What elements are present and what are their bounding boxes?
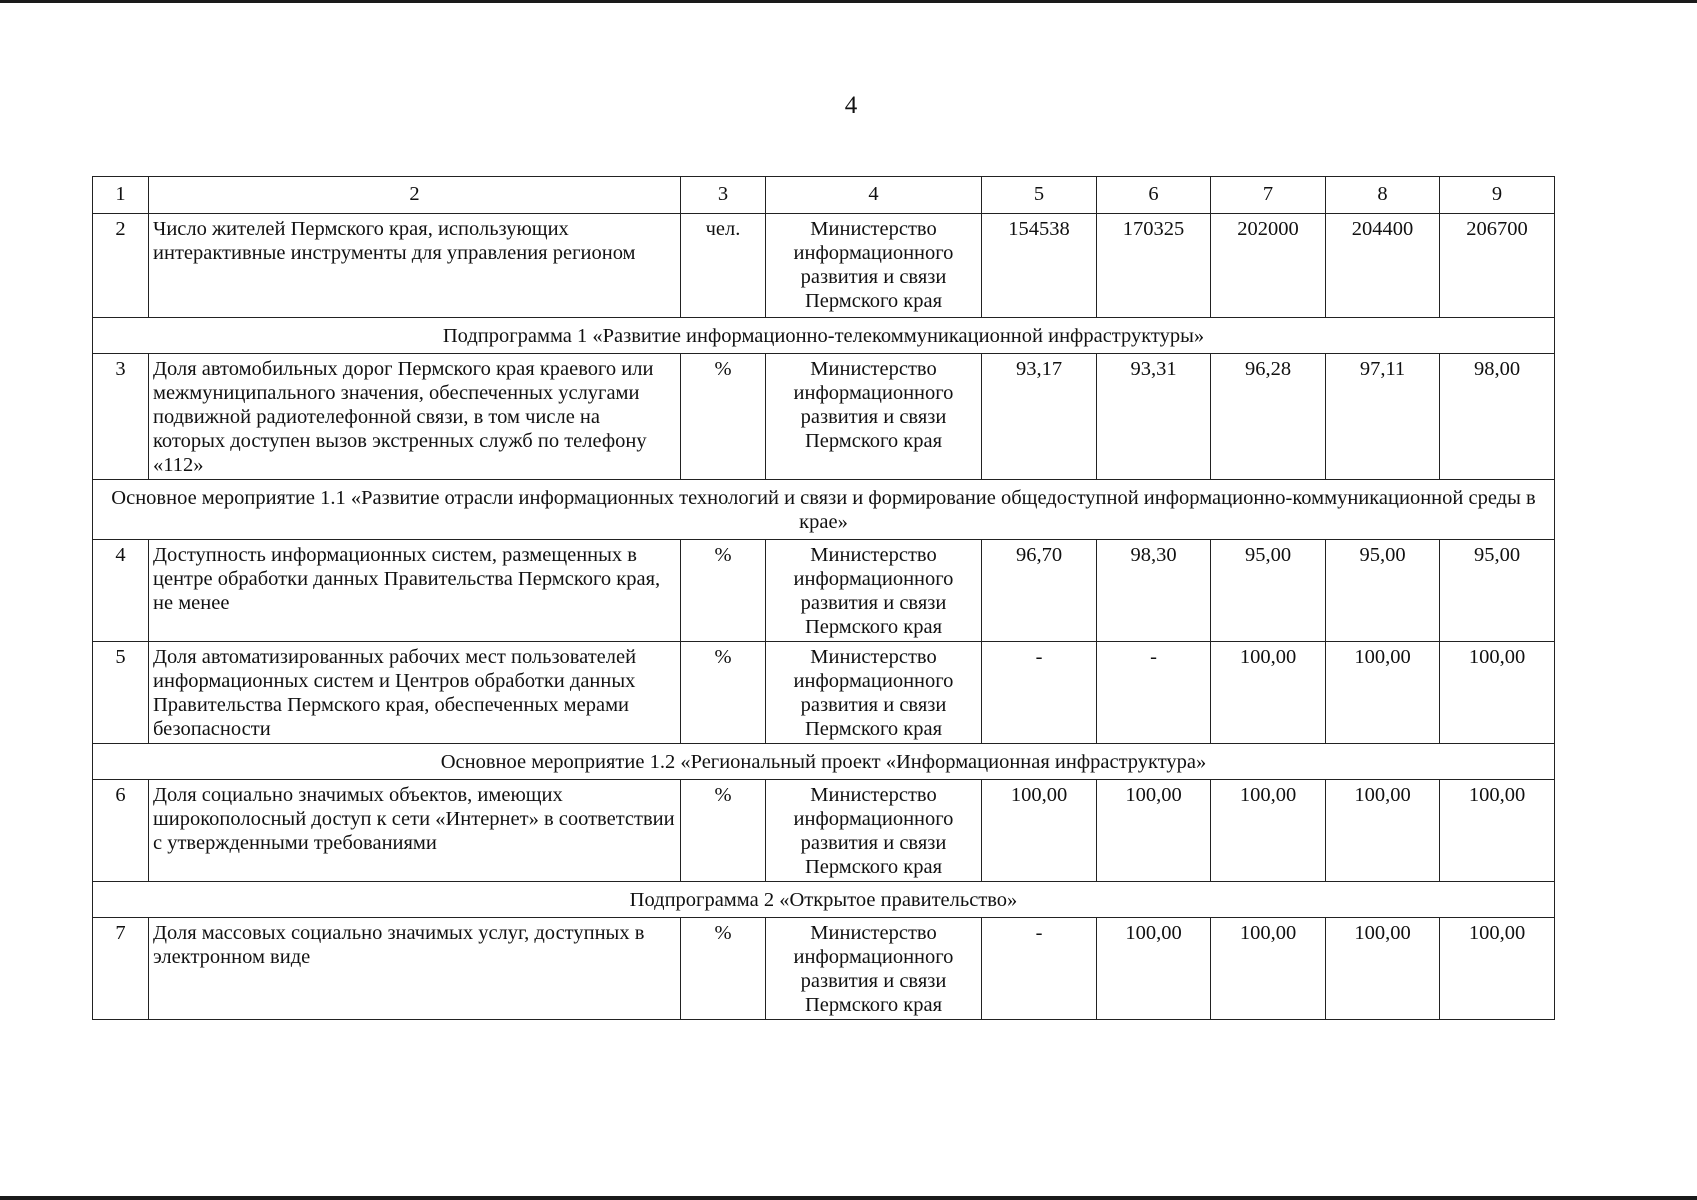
- value-cell: 95,00: [1440, 540, 1555, 642]
- unit-cell: %: [681, 354, 766, 480]
- row-number-cell: 3: [93, 354, 149, 480]
- indicators-table: [92, 176, 1555, 1020]
- row-number-cell: 4: [93, 540, 149, 642]
- header-cell: 3: [681, 177, 766, 214]
- row-number-cell: 7: [93, 918, 149, 1020]
- value-cell: 100,00: [1440, 780, 1555, 882]
- value-cell: -: [1097, 642, 1211, 744]
- row-number-cell: 5: [93, 642, 149, 744]
- value-cell: -: [982, 918, 1097, 1020]
- value-cell: 95,00: [1211, 540, 1326, 642]
- indicator-name-cell: Доля массовых социально значимых услуг, доступных в электронном виде: [149, 918, 681, 1020]
- section-title: Подпрограмма 1 «Развитие информационно-телекоммуникационной инфраструктуры»: [93, 318, 1555, 354]
- value-cell: 100,00: [1440, 642, 1555, 744]
- header-cell: 2: [149, 177, 681, 214]
- responsible-org-cell: Министерство информационного развития и связи Пермского края: [766, 642, 982, 744]
- value-cell: 100,00: [1097, 780, 1211, 882]
- table-row: [93, 354, 1555, 480]
- value-cell: -: [982, 642, 1097, 744]
- header-cell: 8: [1326, 177, 1440, 214]
- value-cell: 96,70: [982, 540, 1097, 642]
- table-row: [93, 642, 1555, 744]
- table-row: [93, 214, 1555, 318]
- unit-cell: %: [681, 642, 766, 744]
- value-cell: 100,00: [1211, 642, 1326, 744]
- value-cell: 100,00: [1326, 918, 1440, 1020]
- scan-edge-top: [0, 0, 1697, 3]
- page-number: 4: [844, 92, 858, 119]
- header-row: [93, 177, 1555, 214]
- value-cell: 97,11: [1326, 354, 1440, 480]
- unit-cell: чел.: [681, 214, 766, 318]
- header-cell: 1: [93, 177, 149, 214]
- value-cell: 206700: [1440, 214, 1555, 318]
- value-cell: 100,00: [1097, 918, 1211, 1020]
- section-row: [93, 318, 1555, 354]
- value-cell: 96,28: [1211, 354, 1326, 480]
- unit-cell: %: [681, 780, 766, 882]
- section-row: [93, 480, 1555, 540]
- responsible-org-cell: Министерство информационного развития и связи Пермского края: [766, 918, 982, 1020]
- value-cell: 93,31: [1097, 354, 1211, 480]
- header-cell: 7: [1211, 177, 1326, 214]
- value-cell: 154538: [982, 214, 1097, 318]
- value-cell: 100,00: [1440, 918, 1555, 1020]
- responsible-org-cell: Министерство информационного развития и связи Пермского края: [766, 540, 982, 642]
- value-cell: 95,00: [1326, 540, 1440, 642]
- value-cell: 170325: [1097, 214, 1211, 318]
- responsible-org-cell: Министерство информационного развития и связи Пермского края: [766, 214, 982, 318]
- section-title: Основное мероприятие 1.2 «Региональный проект «Информационная инфраструктура»: [93, 744, 1555, 780]
- indicator-name-cell: Доля социально значимых объектов, имеющих широкополосный доступ к сети «Интернет» в соответствии с утвержденными требованиями: [149, 780, 681, 882]
- indicator-name-cell: Доля автоматизированных рабочих мест пользователей информационных систем и Центров обработки данных Правительства Пермского края, обеспеченных мерами безопасности: [149, 642, 681, 744]
- value-cell: 202000: [1211, 214, 1326, 318]
- header-cell: 4: [766, 177, 982, 214]
- table-row: [93, 540, 1555, 642]
- header-cell: 6: [1097, 177, 1211, 214]
- responsible-org-cell: Министерство информационного развития и связи Пермского края: [766, 354, 982, 480]
- header-cell: 5: [982, 177, 1097, 214]
- row-number-cell: 2: [93, 214, 149, 318]
- section-title: Подпрограмма 2 «Открытое правительство»: [93, 882, 1555, 918]
- value-cell: 98,00: [1440, 354, 1555, 480]
- value-cell: 100,00: [1326, 642, 1440, 744]
- table-row: [93, 780, 1555, 882]
- value-cell: 100,00: [1211, 780, 1326, 882]
- responsible-org-cell: Министерство информационного развития и связи Пермского края: [766, 780, 982, 882]
- section-row: [93, 882, 1555, 918]
- value-cell: 98,30: [1097, 540, 1211, 642]
- value-cell: 204400: [1326, 214, 1440, 318]
- value-cell: 100,00: [1211, 918, 1326, 1020]
- section-row: [93, 744, 1555, 780]
- value-cell: 100,00: [982, 780, 1097, 882]
- table-row: [93, 918, 1555, 1020]
- indicator-name-cell: Доступность информационных систем, размещенных в центре обработки данных Правительства Пермского края, не менее: [149, 540, 681, 642]
- section-title: Основное мероприятие 1.1 «Развитие отрасли информационных технологий и связи и формирование общедоступной информационно-коммуникационной среды в крае»: [93, 480, 1555, 540]
- row-number-cell: 6: [93, 780, 149, 882]
- indicator-name-cell: Доля автомобильных дорог Пермского края краевого или межмуниципального значения, обеспеченных услугами подвижной радиотелефонной связи, в том числе на которых доступен вызов экстренных служб по телефону «112»: [149, 354, 681, 480]
- scan-edge-bottom: [0, 1196, 1697, 1200]
- unit-cell: %: [681, 918, 766, 1020]
- table-body: [93, 177, 1555, 1020]
- unit-cell: %: [681, 540, 766, 642]
- indicator-name-cell: Число жителей Пермского края, использующих интерактивные инструменты для управления регионом: [149, 214, 681, 318]
- value-cell: 93,17: [982, 354, 1097, 480]
- header-cell: 9: [1440, 177, 1555, 214]
- value-cell: 100,00: [1326, 780, 1440, 882]
